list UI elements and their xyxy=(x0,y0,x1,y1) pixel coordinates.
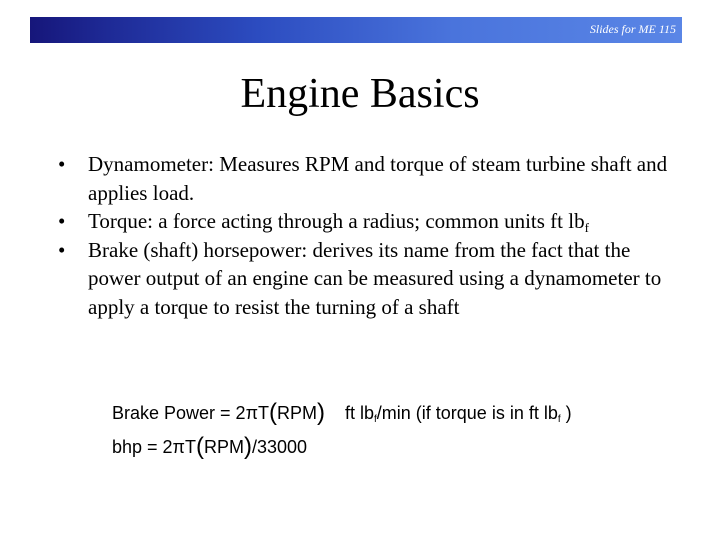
paren-close: ) xyxy=(316,399,325,426)
header-text: Slides for ME 115 xyxy=(589,22,676,36)
eq-close: ) xyxy=(560,403,572,423)
eq-unit: ft lb xyxy=(344,403,374,423)
bullet-list xyxy=(58,150,668,321)
bullet-item-torque xyxy=(58,207,668,236)
eq-var: RPM xyxy=(276,403,317,423)
eq-unit-tail: /min (if torque is in ft lb xyxy=(376,403,558,423)
bullet-item-dynamometer xyxy=(58,150,668,207)
bullet-item-brake-horsepower xyxy=(58,236,668,322)
eq-unit-sub: f xyxy=(374,414,377,425)
equation-bhp xyxy=(112,430,572,464)
equations xyxy=(112,396,572,464)
bullet-text: Torque: a force acting through a radius; common units ft lb xyxy=(88,209,585,233)
paren-open: ( xyxy=(268,399,277,426)
header-bar xyxy=(30,17,682,43)
bullet-text: Dynamometer: Measures RPM and torque of steam turbine shaft and applies load. xyxy=(88,152,668,205)
eq-tail: /33000 xyxy=(251,437,308,457)
eq-lhs: Brake Power = 2πT xyxy=(112,403,269,423)
bullet-text: Brake (shaft) horsepower: derives its name from the fact that the power output of an engine can be measured using a dynamometer to apply a torque to resist the turning of a shaft xyxy=(88,237,662,319)
slide-title: Engine Basics xyxy=(240,71,480,117)
eq-var: RPM xyxy=(203,437,244,457)
equation-brake-power xyxy=(112,396,572,430)
eq-lhs: bhp = 2πT xyxy=(112,437,196,457)
subscript-f: f xyxy=(584,220,589,235)
eq-unit-tail-sub: f xyxy=(557,414,561,425)
paren-close: ) xyxy=(243,433,252,460)
paren-open: ( xyxy=(195,433,204,460)
